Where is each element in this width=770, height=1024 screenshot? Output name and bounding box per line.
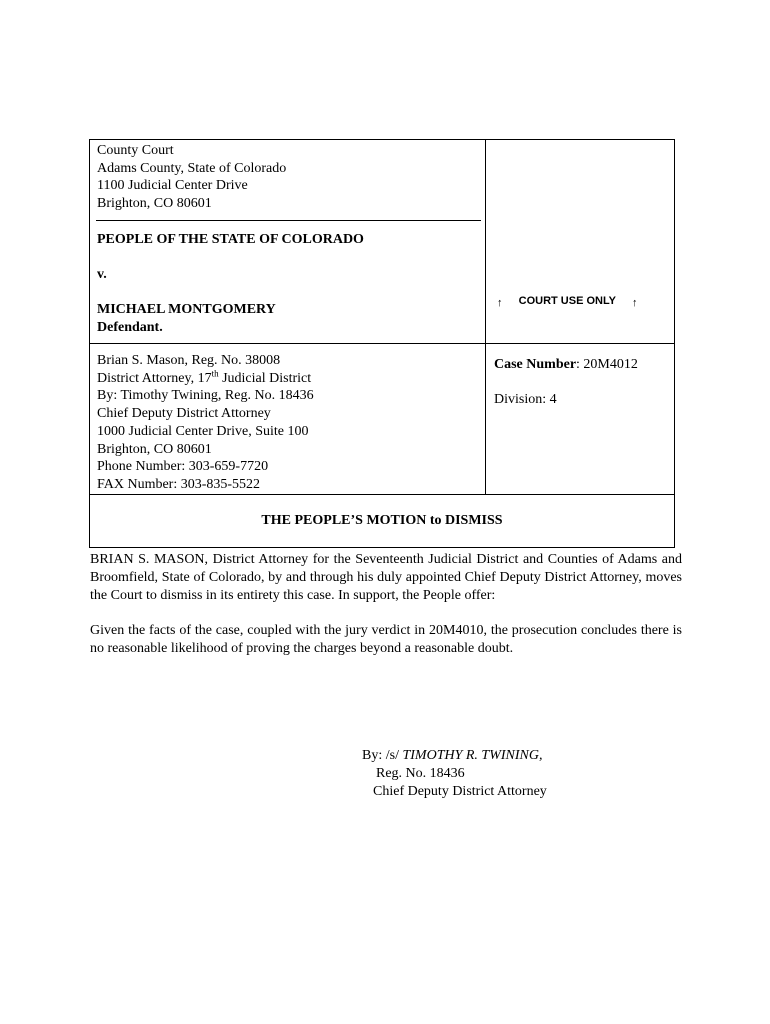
court-use-label: COURT USE ONLY [518, 295, 616, 307]
caption-vertical-divider [485, 139, 486, 495]
court-city: Brighton, CO 80601 [97, 196, 212, 212]
caption-title-divider [89, 494, 675, 495]
attorney-block [97, 352, 314, 494]
signature-block [362, 747, 547, 801]
versus: v. [97, 267, 107, 282]
court-address [97, 142, 286, 213]
defendant [97, 301, 276, 336]
attorney-line2: District Attorney, 17th Judicial District [97, 368, 312, 386]
signature-line: By: /s/ TIMOTHY R. TWINING, [362, 748, 543, 763]
motion-title: THE PEOPLE’S MOTION to DISMISS [261, 513, 503, 528]
body-paragraph-1: BRIAN S. MASON, District Attorney for the Seventeenth Judicial District and Counties of Adams and Broomfield, State of Colorado, by and through his duly appointed Chief Deputy District Attorney, moves the Court to dismiss in its entirety this case. In support, the People offer: [90, 552, 682, 603]
attorney-line8: FAX Number: 303-835-5522 [97, 476, 261, 492]
attorney-line6: Brighton, CO 80601 [97, 441, 212, 457]
division: Division: 4 [494, 392, 557, 407]
up-arrow-icon: ↑ [497, 297, 503, 309]
court-use-only [497, 297, 637, 309]
up-arrow-icon: ↑ [631, 297, 638, 309]
body-paragraph-2: Given the facts of the case, coupled with the jury verdict in 20M4010, the prosecution concludes there is no reasonable likelihood of proving the charges beyond a reasonable doubt. [90, 623, 682, 656]
caption-middle-divider [89, 343, 675, 344]
signature-reg: Reg. No. 18436 [376, 766, 465, 781]
plaintiff: PEOPLE OF THE STATE OF COLORADO [97, 232, 364, 247]
attorney-line5: 1000 Judicial Center Drive, Suite 100 [97, 423, 309, 439]
court-parties-divider [96, 220, 481, 221]
case-number: Case Number: 20M4012 [494, 357, 638, 372]
court-county: Adams County, State of Colorado [97, 160, 287, 176]
defendant-role: Defendant. [97, 319, 163, 335]
attorney-line7: Phone Number: 303-659-7720 [97, 459, 269, 475]
signature-title: Chief Deputy District Attorney [373, 784, 547, 799]
attorney-line3: By: Timothy Twining, Reg. No. 18436 [97, 388, 314, 404]
attorney-line1: Brian S. Mason, Reg. No. 38008 [97, 353, 281, 368]
court-street: 1100 Judicial Center Drive [97, 178, 248, 194]
court-name: County Court [97, 143, 174, 158]
defendant-name: MICHAEL MONTGOMERY [97, 302, 276, 317]
attorney-line4: Chief Deputy District Attorney [97, 406, 271, 422]
